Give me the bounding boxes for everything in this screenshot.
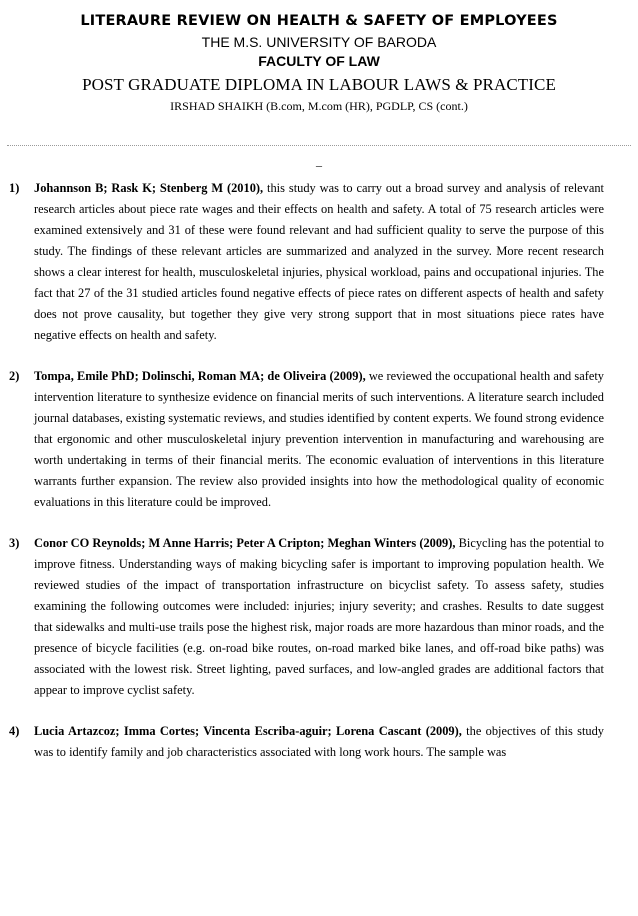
- document-header: [0, 13, 638, 114]
- review-item-3: [9, 533, 604, 701]
- item-number: 2): [9, 369, 20, 383]
- item-text: we reviewed the occupational health and safety intervention literature to synthesize evidence on financial merits of such interventions. A literature search included journal databases, existing systematic reviews, and studies identified by content experts. We found strong evidence that ergonomic and other musculoskeletal injury prevention intervention in manufacturing and warehousing are worth undertaking in terms of their financial merits. The economic evaluation of interventions in this literature warrants further expansion. The review also provided insights into how the methodological quality of economic evaluations in this literature could be improved.: [34, 369, 604, 509]
- review-item-1: [9, 178, 604, 346]
- header-divider: [7, 145, 631, 146]
- item-text: this study was to carry out a broad survey and analysis of relevant research articles about piece rate wages and their effects on health and safety. A total of 75 research articles were examined extensively and 31 of these were found relevant and had sufficient quality to serve the purpose of this study. The findings of these relevant articles are summarized and analyzed in the survey. More recent research shows a clear interest for health, musculoskeletal injuries, physical workload, pains and occupational injuries. The fact that 27 of the 31 studied articles found negative effects of piece rates on different aspects of health and safety does not prove causality, but together they give very strong support that in most situations piece rates have negative effects on health and safety.: [34, 181, 604, 342]
- review-item-4: [9, 721, 604, 763]
- faculty-name: FACULTY OF LAW: [258, 53, 380, 69]
- document-title: LITERAURE REVIEW ON HEALTH & SAFETY OF EMPLOYEES: [80, 13, 558, 29]
- item-authors: Tompa, Emile PhD; Dolinschi, Roman MA; de Oliveira (2009),: [34, 369, 366, 383]
- author-line: IRSHAD SHAIKH (B.com, M.com (HR), PGDLP, CS (cont.): [170, 99, 468, 113]
- item-authors: Lucia Artazcoz; Imma Cortes; Vincenta Escriba-aguir; Lorena Cascant (2009),: [34, 724, 462, 738]
- university-name: THE M.S. UNIVERSITY OF BARODA: [201, 34, 437, 50]
- item-number: 4): [9, 724, 20, 738]
- review-list: [9, 178, 604, 783]
- item-authors: Conor CO Reynolds; M Anne Harris; Peter A Cripton; Meghan Winters (2009),: [34, 536, 456, 550]
- separator-mark: _: [316, 154, 322, 168]
- review-item-2: [9, 366, 604, 513]
- item-authors: Johannson B; Rask K; Stenberg M (2010),: [34, 181, 264, 195]
- item-number: 3): [9, 536, 20, 550]
- item-text: Bicycling has the potential to improve fitness. Understanding ways of making bicycling safer is important to improving population health. We reviewed studies of the impact of transportation infrastructure on bicyclist safety. To assess safety, studies examining the following outcomes were included: injuries; injury severity; and crashes. Results to date suggest that sidewalks and multi-use trails pose the highest risk, major roads are more hazardous than minor roads, and the presence of bicycle facilities (e.g. on-road bike routes, on-road marked bike lanes, and off-road bike paths) was associated with the lowest risk. Street lighting, paved surfaces, and low-angled grades are additional factors that appear to improve cyclist safety.: [34, 536, 604, 697]
- item-number: 1): [9, 181, 20, 195]
- item-text: the objectives of this study was to identify family and job characteristics associated with long work hours. The sample was: [34, 724, 604, 759]
- program-name: POST GRADUATE DIPLOMA IN LABOUR LAWS & PRACTICE: [82, 75, 556, 94]
